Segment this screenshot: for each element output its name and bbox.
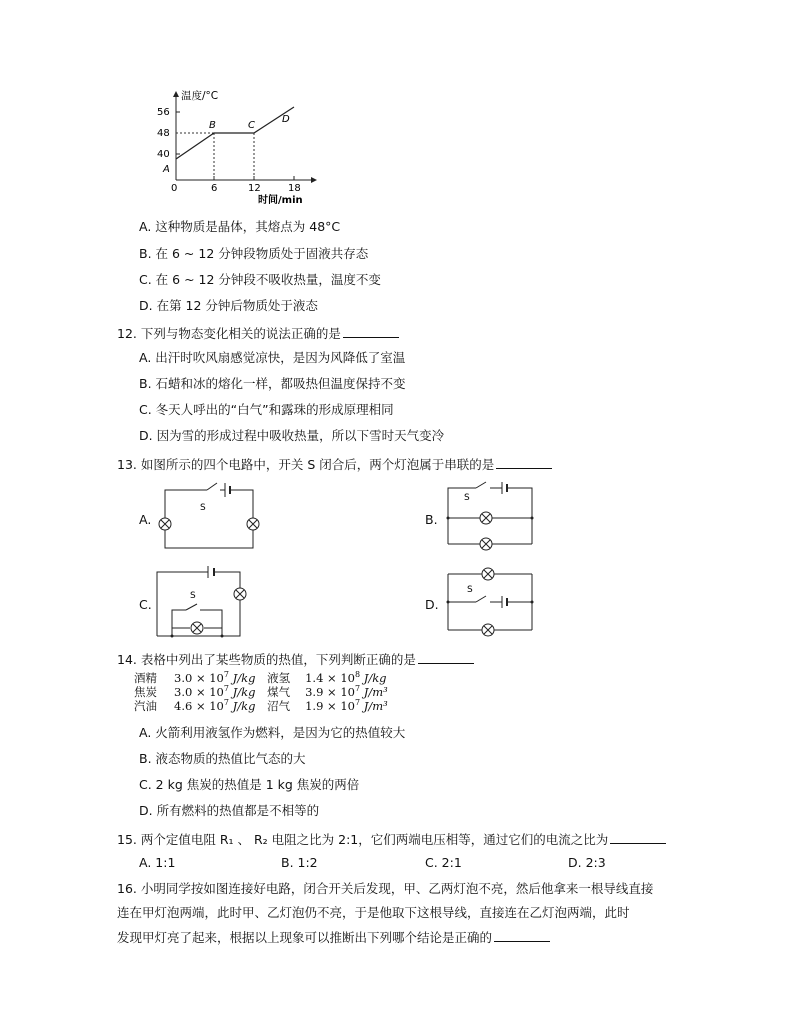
q16-answer-blank[interactable] <box>494 929 550 942</box>
q14-stem <box>117 651 474 668</box>
x-tick-0: 0 <box>171 183 178 194</box>
heat-table-row <box>134 685 388 699</box>
circuit-a-switch-label: S <box>200 503 206 513</box>
q13-stem-text: 13. 如图所示的四个电路中，开关 S 闭合后，两个灯泡属于串联的是 <box>117 457 495 472</box>
q15-option-b[interactable]: B. 1:2 <box>281 855 318 870</box>
y-axis-label: 温度/°C <box>181 90 219 102</box>
x-tick-6: 6 <box>211 183 218 194</box>
substance-name: 汽油 <box>134 699 157 713</box>
heat-value: $1.4 \times 10^8$ J/kg <box>305 670 387 685</box>
q12-answer-blank[interactable] <box>343 325 399 338</box>
q12-option-b[interactable]: B. 石蜡和冰的熔化一样，都吸热但温度保持不变 <box>139 376 406 391</box>
q16-line-3-text: 发现甲灯亮了起来，根据以上现象可以推断出下列哪个结论是正确的 <box>117 930 493 945</box>
q11-option-d[interactable]: D. 在第 12 分钟后物质处于液态 <box>139 298 318 313</box>
point-label-b: B <box>209 120 216 131</box>
q14-option-d[interactable]: D. 所有燃料的热值都是不相等的 <box>139 803 320 818</box>
heat-value: $4.6 \times 10^7$ J/kg <box>174 698 256 713</box>
circuit-c-switch-label: S <box>190 591 196 601</box>
circuit-a-diagram <box>155 480 270 552</box>
heat-value-table <box>134 671 388 713</box>
heat-value: $3.0 \times 10^7$ J/kg <box>174 684 256 699</box>
q11-option-b[interactable]: B. 在 6 ~ 12 分钟段物质处于固液共存态 <box>139 246 369 261</box>
circuit-b-label[interactable]: B. <box>425 512 438 527</box>
heat-value: $3.0 \times 10^7$ J/kg <box>174 670 256 685</box>
q11-option-a[interactable]: A. 这种物质是晶体，其熔点为 48°C <box>139 219 341 234</box>
q14-answer-blank[interactable] <box>418 651 474 664</box>
heat-value: $3.9 \times 10^7$ J/m³ <box>305 684 388 699</box>
q12-option-d[interactable]: D. 因为雪的形成过程中吸收热量，所以下雪时天气变冷 <box>139 428 445 443</box>
x-tick-12: 12 <box>248 183 261 194</box>
q14-stem-text: 14. 表格中列出了某些物质的热值，下列判断正确的是 <box>117 652 416 667</box>
q16-line-1: 16. 小明同学按如图连接好电路，闭合开关后发现，甲、乙两灯泡不亮，然后他拿来一根导线直接 <box>117 881 654 896</box>
circuit-d-label[interactable]: D. <box>425 597 439 612</box>
point-label-d: D <box>282 114 290 125</box>
heat-table-row <box>134 699 388 713</box>
y-tick-40: 40 <box>157 149 170 160</box>
q13-stem <box>117 456 552 473</box>
q15-option-a[interactable]: A. 1:1 <box>139 855 176 870</box>
circuit-b-switch-label: S <box>464 493 470 503</box>
q15-answer-blank[interactable] <box>610 831 666 844</box>
q16-line-2: 连在甲灯泡两端，此时甲、乙灯泡仍不亮，于是他取下这根导线，直接连在乙灯泡两端，此时 <box>117 905 630 920</box>
point-label-c: C <box>248 120 255 131</box>
y-tick-48: 48 <box>157 128 170 139</box>
circuit-a-label[interactable]: A. <box>139 512 152 527</box>
q15-stem <box>117 831 666 848</box>
heat-value: $1.9 \times 10^7$ J/m³ <box>305 698 388 713</box>
q15-option-c[interactable]: C. 2:1 <box>425 855 462 870</box>
circuit-b-diagram <box>440 478 540 558</box>
q12-option-c[interactable]: C. 冬天人呼出的“白气”和露珠的形成原理相同 <box>139 402 394 417</box>
circuit-c-label[interactable]: C. <box>139 597 152 612</box>
circuit-d-switch-label: S <box>467 585 473 595</box>
substance-name: 煤气 <box>267 685 291 699</box>
q12-stem-text: 12. 下列与物态变化相关的说法正确的是 <box>117 326 341 341</box>
q13-answer-blank[interactable] <box>496 456 552 469</box>
substance-name: 焦炭 <box>134 685 157 699</box>
x-axis-label: 时间/min <box>258 195 303 206</box>
q12-option-a[interactable]: A. 出汗时吹风扇感觉凉快，是因为风降低了室温 <box>139 350 406 365</box>
substance-name: 液氢 <box>267 671 291 685</box>
circuit-d-diagram <box>442 560 542 642</box>
circuit-c-diagram <box>152 560 258 640</box>
substance-name: 沼气 <box>267 699 291 713</box>
q12-stem <box>117 325 399 342</box>
heat-table-row <box>134 671 388 685</box>
substance-name: 酒精 <box>134 671 157 685</box>
q16-line-3 <box>117 929 550 946</box>
q14-option-a[interactable]: A. 火箭利用液氢作为燃料，是因为它的热值较大 <box>139 725 406 740</box>
q15-option-d[interactable]: D. 2:3 <box>568 855 606 870</box>
q15-stem-text: 15. 两个定值电阻 R₁ 、 R₂ 电阻之比为 2:1，它们两端电压相等，通过它们的电流之比为 <box>117 832 609 847</box>
q11-option-c[interactable]: C. 在 6 ~ 12 分钟段不吸收热量，温度不变 <box>139 272 381 287</box>
temperature-time-graph <box>150 86 320 206</box>
point-label-a: A <box>163 164 170 175</box>
q14-option-c[interactable]: C. 2 kg 焦炭的热值是 1 kg 焦炭的两倍 <box>139 777 360 792</box>
q14-option-b[interactable]: B. 液态物质的热值比气态的大 <box>139 751 306 766</box>
y-tick-56: 56 <box>157 107 170 118</box>
x-tick-18: 18 <box>288 183 301 194</box>
